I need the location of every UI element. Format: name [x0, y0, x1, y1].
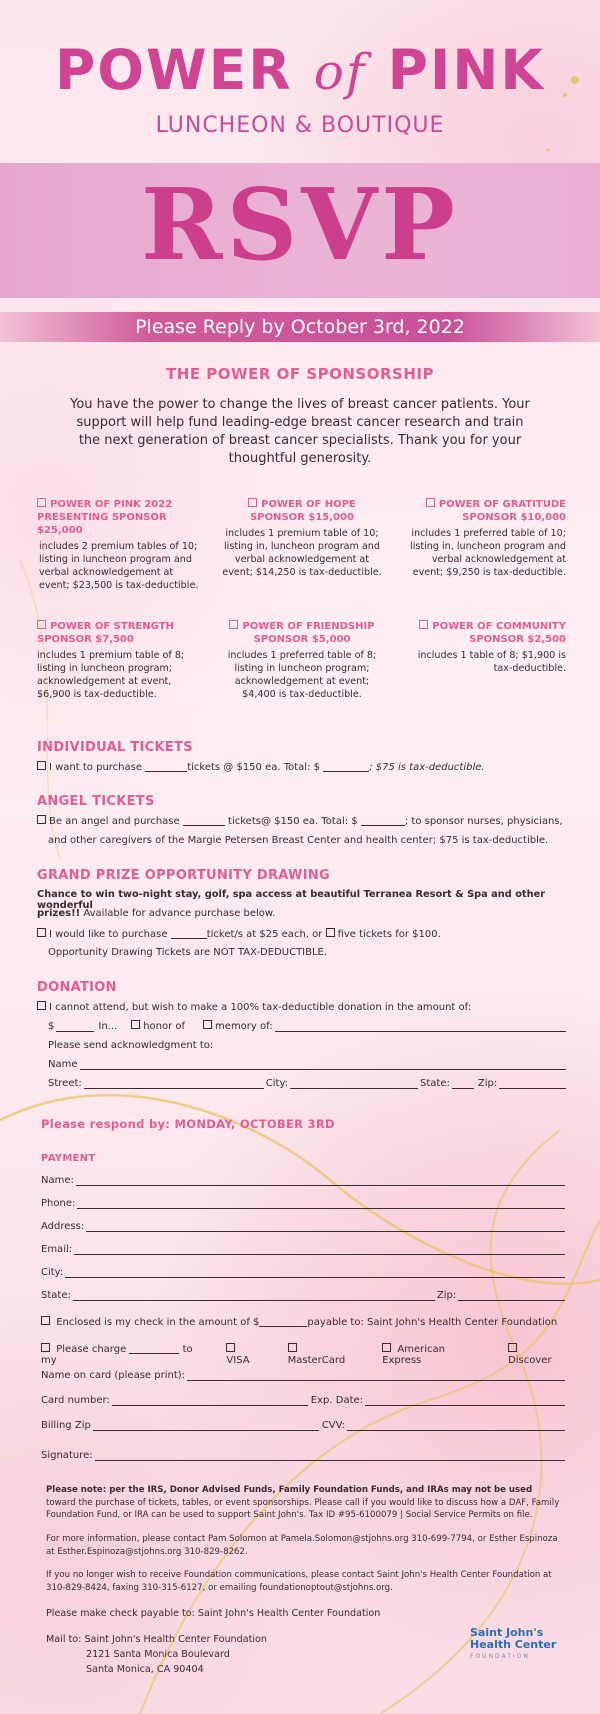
payment-phone-field[interactable]: [77, 1198, 565, 1209]
individual-tickets-title: INDIVIDUAL TICKETS: [37, 740, 193, 755]
drawing-note: Opportunity Drawing Tickets are NOT TAX-DEDUCTIBLE.: [48, 947, 328, 958]
drawing-bold-1: Chance to win two-night stay, golf, spa access at beautiful Terranea Resort & Spa and other wonderful: [37, 889, 546, 911]
angel-tickets-title: ANGEL TICKETS: [37, 794, 155, 809]
donation-line[interactable]: I cannot attend, but wish to make a 100% tax-deductible donation in the amount of:: [37, 1001, 471, 1013]
tier-checkbox[interactable]: [229, 620, 238, 629]
memory-checkbox[interactable]: [203, 1020, 212, 1029]
payable-note: Please make check payable to: Saint John's Health Center Foundation: [46, 1608, 381, 1619]
charge-checkbox[interactable]: [41, 1343, 50, 1352]
signature-field[interactable]: [95, 1450, 565, 1461]
honor-checkbox[interactable]: [131, 1020, 140, 1029]
individual-checkbox[interactable]: [37, 761, 46, 770]
sponsor-tier-hope[interactable]: POWER OF HOPE SPONSOR $15,000 includes 1 premium table of 10; listing in, luncheon program and verbal acknowledgement at event; $14,250 is tax-deductible.: [222, 499, 382, 578]
payment-charge-line[interactable]: Please charge to my VISA MasterCard American Express Discover: [41, 1344, 552, 1366]
payment-phone-row[interactable]: Phone:: [41, 1198, 565, 1209]
drawing-five-checkbox[interactable]: [326, 928, 335, 937]
sponsor-tier-gratitude[interactable]: POWER OF GRATITUDE SPONSOR $10,000 includes 1 preferred table of 10; listing in, luncheon program and verbal acknowledgement at event; $9,250 is tax-deductible.: [410, 499, 566, 578]
rsvp-heading: RSVP: [141, 168, 459, 283]
memory-of-field[interactable]: [275, 1021, 566, 1032]
cvv-field[interactable]: [347, 1420, 565, 1431]
card-number-row[interactable]: Card number: Exp. Date:: [41, 1395, 565, 1406]
foundation-logo: Saint John's Health Center FOUNDATION: [470, 1626, 557, 1660]
payment-name-row[interactable]: Name:: [41, 1175, 565, 1186]
individual-total-field[interactable]: [323, 761, 369, 772]
donation-amount-row[interactable]: $ In... honor of memory of:: [48, 1020, 566, 1032]
payment-email-row[interactable]: Email:: [41, 1244, 565, 1255]
card-number-field[interactable]: [112, 1395, 308, 1406]
donation-amount-field[interactable]: [56, 1021, 94, 1032]
contact-note: For more information, please contact Pam Solomon at Pamela.Solomon@stjohns.org 310-699-7794, or Esther Espinoza at Esther.Espinoza@stjohns.org 310-829-8262.: [46, 1534, 558, 1557]
angel-tickets-line[interactable]: Be an angel and purchase tickets@ $150 ea. Total: $ ; to sponsor nurses, physicians,: [37, 815, 563, 827]
ack-state-field[interactable]: [452, 1078, 474, 1089]
payment-address-row[interactable]: Address:: [41, 1221, 565, 1232]
exp-date-field[interactable]: [365, 1395, 565, 1406]
payment-title: PAYMENT: [41, 1153, 96, 1164]
check-amount-field[interactable]: [259, 1316, 307, 1327]
payment-name-field[interactable]: [76, 1175, 565, 1186]
payment-zip-field[interactable]: [458, 1290, 565, 1301]
discover-checkbox[interactable]: [508, 1343, 517, 1352]
payment-check-line[interactable]: Enclosed is my check in the amount of $ payable to: Saint John's Health Center Foundation: [41, 1316, 557, 1328]
reply-by-banner: Please Reply by October 3rd, 2022: [0, 312, 600, 342]
billing-zip-field[interactable]: [93, 1420, 319, 1431]
charge-amount-field[interactable]: [129, 1343, 179, 1354]
drawing-purchase-line[interactable]: I would like to purchase ticket/s at $25 each, or five tickets for $100.: [37, 928, 441, 940]
donation-checkbox[interactable]: [37, 1001, 46, 1010]
sponsorship-title: THE POWER OF SPONSORSHIP: [166, 365, 434, 383]
sponsor-tier-community[interactable]: POWER OF COMMUNITY SPONSOR $2,500 includes 1 table of 8; $1,900 is tax-deductible.: [417, 621, 566, 674]
ack-address-row[interactable]: Street: City: State: Zip:: [48, 1078, 566, 1089]
irs-note: Please note: per the IRS, Donor Advised Funds, Family Foundation Funds, and IRAs may not be used toward the purchase of tickets, tables, or event sponsorships. Please call if you would like to discuss how a DAF, Family Foundation Fund, or IRA can be used to support Saint John's. Tax ID #95-6100079 | Social Service Permits on file.: [46, 1485, 560, 1520]
event-title: POWER of PINK: [54, 38, 545, 102]
visa-checkbox[interactable]: [226, 1343, 235, 1352]
angel-qty-field[interactable]: [183, 815, 225, 826]
ack-name-row[interactable]: Name: [48, 1059, 566, 1070]
drawing-checkbox[interactable]: [37, 928, 46, 937]
sponsorship-intro: You have the power to change the lives of breast cancer patients. Your support will help fund leading-edge breast cancer research and train the next generation of breast cancer specialists. Thank you for your thoughtful generosity.: [70, 397, 530, 466]
payment-state-row[interactable]: State: Zip:: [41, 1290, 565, 1301]
ack-name-field[interactable]: [80, 1059, 566, 1070]
respond-by: Please respond by: MONDAY, OCTOBER 3RD: [41, 1117, 335, 1131]
drawing-qty-field[interactable]: [171, 928, 207, 939]
check-checkbox[interactable]: [41, 1316, 50, 1325]
donation-ack-label: Please send acknowledgment to:: [48, 1040, 214, 1051]
ack-city-field[interactable]: [290, 1078, 418, 1089]
drawing-title: GRAND PRIZE OPPORTUNITY DRAWING: [37, 868, 330, 883]
tier-checkbox[interactable]: [419, 620, 428, 629]
sponsor-tier-friendship[interactable]: POWER OF FRIENDSHIP SPONSOR $5,000 includes 1 preferred table of 8; listing in luncheon program; acknowledgement at event; $4,400 is tax-deductible.: [227, 621, 377, 700]
individual-qty-field[interactable]: [145, 761, 187, 772]
tier-checkbox[interactable]: [37, 498, 46, 507]
donation-title: DONATION: [37, 980, 117, 995]
payment-state-field[interactable]: [73, 1290, 435, 1301]
angel-tickets-desc: and other caregivers of the Margie Petersen Breast Center and health center; $75 is tax-deductible.: [48, 835, 549, 846]
payment-address-field[interactable]: [86, 1221, 565, 1232]
billing-zip-row[interactable]: Billing Zip CVV:: [41, 1420, 565, 1431]
ack-street-field[interactable]: [84, 1078, 264, 1089]
name-on-card-row[interactable]: Name on card (please print):: [41, 1370, 565, 1381]
optout-note: If you no longer wish to receive Foundation communications, please contact Saint John's Health Center Foundation at 310-829-8424, faxing 310-315-6127, or emailing foundationoptout@stjohns.org.: [46, 1570, 552, 1593]
sponsor-tier-pink[interactable]: POWER OF PINK 2022 PRESENTING SPONSOR $25,000 includes 2 premium tables of 10; listing in luncheon program and verbal acknowledgement at event; $23,500 is tax-deductible.: [37, 499, 199, 591]
payment-email-field[interactable]: [74, 1244, 565, 1255]
ack-zip-field[interactable]: [499, 1078, 566, 1089]
payment-city-row[interactable]: City:: [41, 1267, 565, 1278]
mastercard-checkbox[interactable]: [288, 1343, 297, 1352]
angel-total-field[interactable]: [361, 815, 405, 826]
mail-to: Mail to: Saint John's Health Center Foundation 2121 Santa Monica Boulevard Santa Monica, CA 90404: [46, 1634, 267, 1675]
event-subtitle: LUNCHEON & BOUTIQUE: [155, 113, 445, 138]
tier-checkbox[interactable]: [37, 620, 46, 629]
signature-row[interactable]: Signature:: [41, 1450, 565, 1461]
name-on-card-field[interactable]: [187, 1370, 565, 1381]
amex-checkbox[interactable]: [382, 1343, 391, 1352]
angel-checkbox[interactable]: [37, 815, 46, 824]
tier-checkbox[interactable]: [426, 498, 435, 507]
payment-city-field[interactable]: [65, 1267, 565, 1278]
tier-checkbox[interactable]: [248, 498, 257, 507]
drawing-bold-2: prizes!! Available for advance purchase below.: [37, 908, 276, 919]
individual-tickets-line[interactable]: I want to purchase tickets @ $150 ea. Total: $ ; $75 is tax-deductible.: [37, 761, 485, 773]
sponsor-tier-strength[interactable]: POWER OF STRENGTH SPONSOR $7,500 includes 1 premium table of 8; listing in luncheon program; acknowledgement at event, $6,900 is tax-deductible.: [37, 621, 185, 700]
